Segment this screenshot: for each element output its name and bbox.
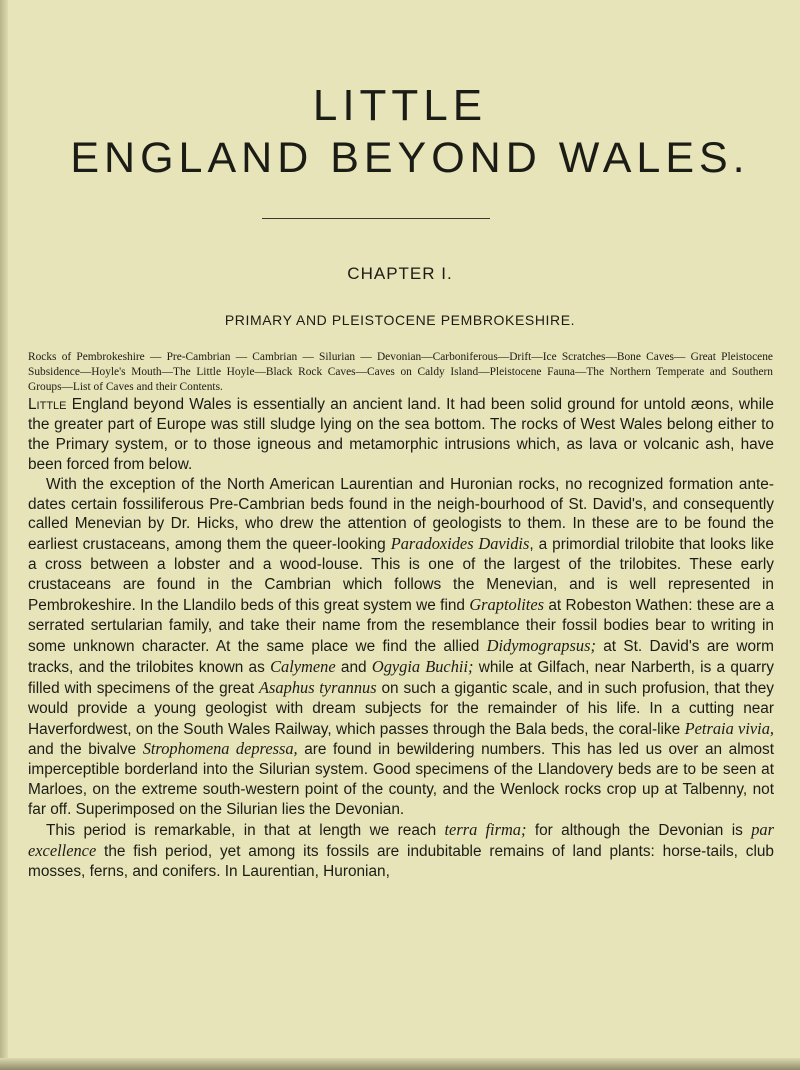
chapter-subtitle: PRIMARY AND PLEISTOCENE PEMBROKESHIRE.: [224, 312, 576, 328]
text-run: at St. David's are worm tracks, and the trilobites known as: [28, 637, 774, 676]
italic-term: Paradoxides Davidis: [390, 534, 530, 554]
italic-term: Graptolites: [469, 595, 545, 615]
text-run: on such a gigantic scale, and in such profusion, that they would provide a young geologist with dream subjects for the remainder of his life. In a cutting near Haverfordwest, on the South Wales Railway, which passes through the Bala beds, the coral-like: [28, 679, 775, 738]
text-run: , a primordial trilobite that looks like a cross between a lobster and a wood-louse. This is one of the largest of the trilobites. These early crustaceans are found in the Cambrian which follows the Menevian, and is well represented in Pembrokeshire. In the Llandilo beds of this great system we find: [28, 536, 774, 615]
paragraph-3: [28, 820, 774, 882]
title-divider: [262, 218, 490, 219]
paragraph-2: [28, 475, 774, 820]
text-run: for although the Devonian is: [526, 822, 752, 840]
paragraph-1: [28, 395, 774, 475]
text-run: and the bivalve: [28, 741, 143, 759]
text-run: the fish period, yet among its fossils are indubitable remains of land plants: horse-tails, club mosses, ferns, and conifers. In Laurentian, Huronian,: [28, 842, 774, 880]
text-run: at Robeston Wathen: these are a serrated sertularian family, and take their name from the resemblance their fossil bodies bear to writing in some unknown character. At the same place we find the allied: [28, 597, 775, 655]
text-run: This period is remarkable, in that at length we reach: [46, 822, 445, 840]
title-line-1: LITTLE: [312, 81, 488, 130]
italic-term: Calymene: [270, 656, 336, 676]
chapter-synopsis: Rocks of Pembrokeshire — Pre-Cambrian — Cambrian — Silurian — Devonian—Carboniferous—Drift—Ice Scratches—Bone Caves— Great Pleistocene Subsidence—Hoyle's Mouth—The Little Hoyle—Black Rock Caves—Caves on Caldy Island—Pleistocene Fauna—The Northern Temperate and Southern Groups—List of Caves and their Contents.: [28, 351, 773, 393]
italic-term: terra firma;: [444, 820, 527, 840]
italic-term: Didymograpsus;: [486, 635, 596, 655]
title-line-2: ENGLAND BEYOND WALES.: [70, 134, 750, 182]
italic-term: par excellence: [28, 820, 774, 860]
text-run: are found in bewildering numbers. This has led us over an almost imperceptible borderland into the Silurian system. Good specimens of the Llandovery beds are to be seen at Marloes, on the extreme south-western point of the county, and the Wenlock rocks crop up at Talbenny, not far off. Superimposed on the Silurian lies the Devonian.: [28, 741, 774, 819]
italic-term: Asaphus tyrannus: [259, 677, 377, 697]
text-run: England beyond Wales is essentially an ancient land. It had been solid ground for untold æons, while the greater part of Europe was still sludge lying on the sea bottom. The rocks of West Wales belong either to the Primary system, or to those igneous and metamorphic intrusions which, as lava or volcanic ash, have been forced from below.: [28, 396, 774, 473]
page-bottom-edge: [0, 1058, 800, 1070]
page-binding-edge: [0, 0, 8, 1070]
italic-term: Petraia vivia,: [684, 718, 774, 738]
text-run: while at Gilfach, near Narberth, is a quarry filled with specimens of the great: [28, 658, 774, 697]
lead-word: Little: [28, 396, 67, 413]
text-run: and: [335, 658, 372, 676]
body-text: [28, 395, 774, 882]
text-run: With the exception of the North American Laurentian and Huronian rocks, no recognized formation ante-dates certain fossiliferous Pre-Cambrian beds found in the neigh-bourhood of St. David's, and consequently called Menevian by Dr. Hicks, who drew the attention of geologists to them. In these are to be found the earliest crustaceans, among them the queer-looking: [28, 475, 774, 554]
chapter-heading: CHAPTER I.: [347, 264, 453, 283]
italic-term: Strophomena depressa,: [142, 739, 298, 759]
italic-term: Ogygia Buchii;: [371, 656, 474, 676]
